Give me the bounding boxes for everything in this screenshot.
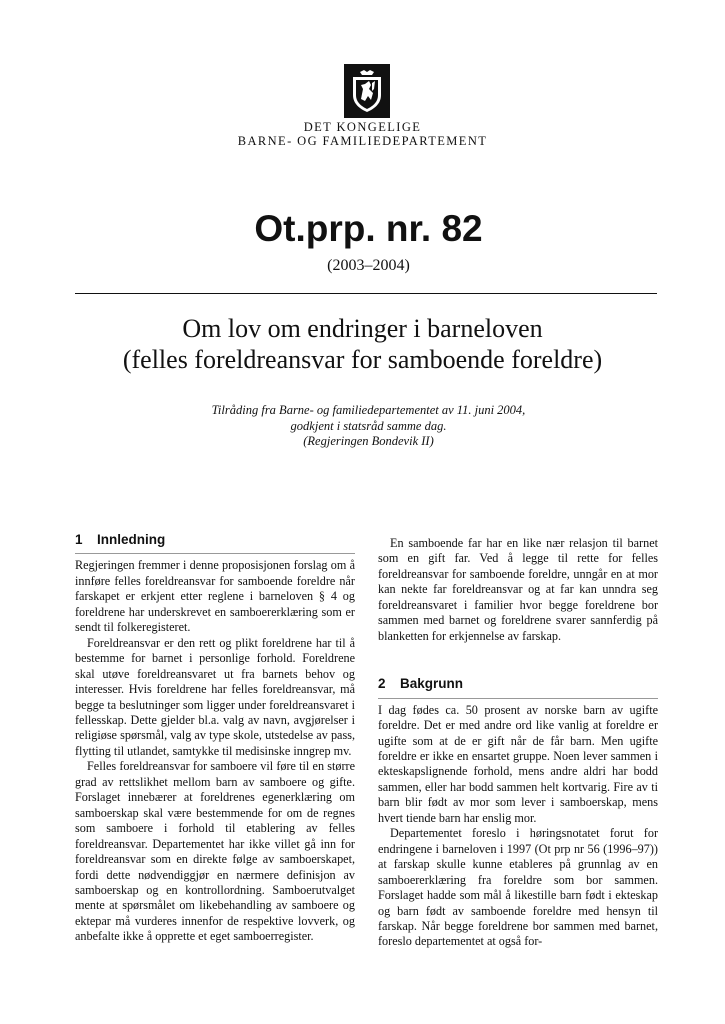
section-number: 1	[75, 532, 83, 547]
approval-line-1: Tilråding fra Barne- og familiedepartementet av 11. juni 2004,	[211, 403, 526, 417]
subtitle-line-2: (felles foreldreansvar for samboende foreldre)	[122, 345, 603, 374]
paragraph: En samboende far har en like nær relasjon til barnet som en gift far. Ved å legge til rette for felles foreldreansvar for samboende foreldre, unngår en at mor kan nekte far foreldreansvar og at far kan unndra seg foreldreansvaret i familier hvor begge foreldrene bor sammen med barnet og foreldrene svarer sannferdig på blanketten for erkjennelse av farskap.	[378, 536, 658, 643]
left-column	[75, 532, 355, 945]
document-years: (2003–2004)	[327, 257, 410, 274]
paragraph: Departementet foreslo i høringsnotatet forut for endringene i barneloven i 1997 (Ot prp nr 56 (1996–97)) at farskap skulle kunne etableres på grunnlag av en samboererklæring fra foreldre som bor sammen. Forslaget hadde som mål å likestille barn født i ekteskap og barn født av samboende foreldre med hensyn til farskap. Når begge foreldrene bor sammen med barnet, foreslo departementet at også for-	[378, 826, 658, 949]
coat-of-arms-icon	[344, 64, 390, 118]
title-divider	[75, 293, 657, 294]
paragraph: I dag fødes ca. 50 prosent av norske barn av ugifte foreldre. Det er med andre ord like vanlig at foreldre er ugifte som at de er gift når de får barn. Men ugifte foreldre er ikke en ensartet gruppe. Noen lever sammen i ekteskapslignende forhold, mens andre aldri har bodd sammen, eller har bodd sammen helt kortvarig. Fire av ti barn blir født av mor som lever i samboerskap, mens hvert tiende barn har enslig mor.	[378, 702, 658, 825]
subtitle-line-1: Om lov om endringer i barneloven	[182, 314, 543, 343]
approval-line-2: godkjent i statsråd samme dag.	[290, 418, 447, 433]
section-number: 2	[378, 676, 386, 692]
approval-note	[0, 403, 725, 450]
right-column	[378, 536, 658, 950]
section-heading-innledning	[75, 532, 355, 554]
ministry-name-line-1: DET KONGELIGE	[303, 120, 422, 134]
section-title: Innledning	[97, 532, 166, 547]
document-subtitle	[0, 313, 725, 375]
paragraph: Felles foreldreansvar for samboere vil føre til en større grad av rettslikhet mellom barn av samboere og gifte. Forslaget innebærer at foreldrenes egenerklæring om samboerskap skal være bestemmende for om de regnes som samboere i forhold til etablering av felles foreldreansvar. Departementet har ikke villet gå inn for foreldreansvar som en direkte følge av samboerskapet, fordi dette nødvendiggjør en nærmere definisjon av samboerskap og en kontrollordning. Samboerutvalget mente at spørsmålet om likebehandling av samboere og ektepar må vurderes innenfor de respektive lovverk, og anbefalte ikke å opprette et eget samboerregister.	[75, 759, 355, 944]
ministry-name-line-2: BARNE- OG FAMILIEDEPARTEMENT	[237, 134, 488, 148]
document-title: Ot.prp. nr. 82	[254, 208, 483, 249]
paragraph: Foreldreansvar er den rett og plikt foreldrene har til å bestemme for barnet i personlige forhold. Foreldrene skal utøve foreldreansvaret ut fra barnets behov og interesser. Hvis foreldrene har felles foreldreansvar, må begge ta beslutninger som ligger under foreldreansvaret i fellesskap. Dette gjelder bl.a. valg av navn, avgjørelser i religiøse spørsmål, valg av type skole, utstedelse av pass, flytting til utlandet, samtykke til medisinske inngrep mv.	[75, 635, 355, 758]
paragraph: Regjeringen fremmer i denne proposisjonen forslag om å innføre felles foreldreansvar for samboende foreldre når farskapet er erkjent etter reglene i barneloven § 4 og foreldrene har underskrevet en samboererklæring som er sendt til folkeregisteret.	[75, 558, 355, 635]
section-heading-bakgrunn	[378, 676, 658, 698]
section-title: Bakgrunn	[400, 676, 464, 692]
approval-line-3: (Regjeringen Bondevik II)	[303, 434, 434, 448]
